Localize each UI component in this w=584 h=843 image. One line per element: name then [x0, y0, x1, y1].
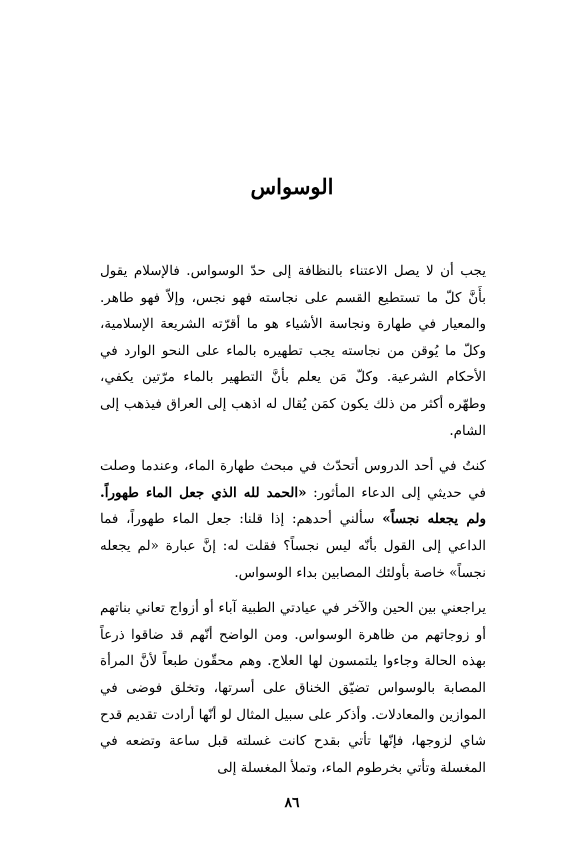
page-number: ٨٦ [284, 795, 300, 811]
chapter-title: الوسواس [250, 174, 334, 199]
paragraph-2-intro: كنتُ في أحد الدروس أتحدّث في مبحث طهارة الماء، وعندما وصلت في حديثي إلى الدعاء المأثور: [100, 458, 486, 501]
paragraph-1: يجب أن لا يصل الاعتناء بالنظافة إلى حدّ الوسواس. فالإسلام يقول بأَنَّ كلّ ما تستطيع القسم على نجاسته فهو نجس، وإلاّ فهو طاهر. والمعيار في طهارة ونجاسة الأشياء هو ما أقرّته الشريعة الإسلامية، وكلّ ما يُوقن من نجاسته يجب تطهيره بالماء على النحو الوارد في الأحكام الشرعية. وكلّ مَن يعلم بأنَّ التطهير بالماء مرّتين يكفي، وطهّره أكثر من ذلك يكون كمَن يُقال له اذهب إلى العراق فيذهب إلى الشام. [100, 263, 486, 439]
paragraph-2-quote: «الحمد لله الذي جعل الماء طهوراً. ولم يجعله نجساً» [100, 484, 486, 528]
paragraph-2 [100, 453, 486, 586]
paragraph-2-rest: سألني أحدهم: إذا قلنا: جعل الماء طهوراً، فما الداعي إلى القول بأنّه ليس نجساً؟ فقلت له: إنَّ عبارة «لم يجعله نجساً» خاصة بأولئك المصابين بداء الوسواس. [100, 511, 486, 581]
body-text [100, 258, 486, 781]
paragraph-3: يراجعني بين الحين والآخر في عيادتي الطبية آباء أو أزواج تعاني بناتهم أو زوجاتهم من ظاهرة الوسواس. ومن الواضح أنّهم قد ضاقوا ذرعاً بهذه الحالة وجاءوا يلتمسون لها العلاج. وهم محقّون طبعاً لأنَّ المرأة المصابة بالوسواس تضيّق الخناق على أسرتها، وتخلق فوضى في الموازين والمعادلات. وأذكر على سبيل المثال لو أنّها أرادت تقديم قدح شاي لزوجها، فإنّها تأتي بقدح كانت غسلته قبل ساعة وتضعه في المغسلة وتأتي بخرطوم الماء، وتملأ المغسلة إلى [100, 600, 486, 776]
